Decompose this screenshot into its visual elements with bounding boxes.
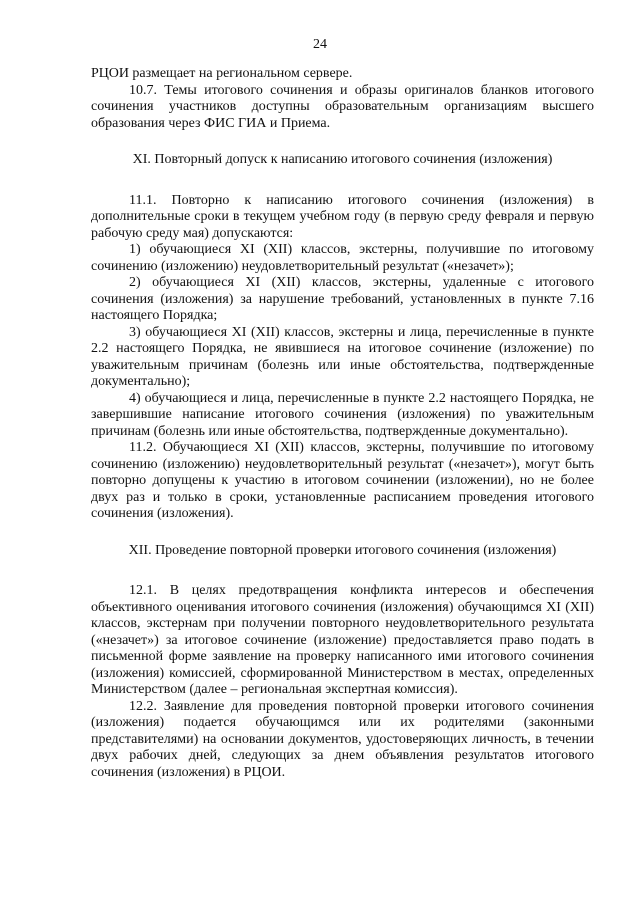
paragraph-11-2: 11.2. Обучающиеся XI (XII) классов, экстерны, получившие по итоговому сочинению (изложению) неудовлетворительный результат («незачет»), могут быть повторно допущены к участию в итоговом сочинении (изложении), но не более двух раз и только в сроки, установленные расписанием проведения итогового сочинения (изложения). — [91, 440, 594, 521]
paragraph-11-1: 11.1. Повторно к написанию итогового сочинения (изложения) в дополнительные сроки в текущем учебном году (в первую среду февраля и первую рабочую среду мая) допускаются: — [91, 192, 594, 241]
page-content — [91, 66, 594, 781]
paragraph-10-7: 10.7. Темы итогового сочинения и образы оригиналов бланков итогового сочинения участников доступны образовательным организациям высшего образования через ФИС ГИА и Приема. — [91, 82, 594, 131]
section-11-heading-wrap — [91, 152, 594, 169]
list-item-11-1-2: 2) обучающиеся XI (XII) классов, экстерны, удаленные с итогового сочинения (изложения) за нарушение требований, установленных в пункте 7.16 настоящего Порядка; — [91, 275, 594, 323]
section-12-heading-wrap — [91, 543, 594, 560]
section-12-heading: XII. Проведение повторной проверки итогового сочинения (изложения) — [128, 542, 557, 558]
list-item-11-1-3: 3) обучающиеся XI (XII) классов, экстерны и лица, перечисленные в пункте 2.2 настоящего Порядка, не явившиеся на итоговое сочинение (изложение) по уважительным причинам (болезнь или иные обстоятельства, подтвержденные документально); — [91, 324, 594, 389]
paragraph-12-1: 12.1. В целях предотвращения конфликта интересов и обеспечения объективного оценивания итогового сочинения (изложения) обучающимся XI (XII) классов, экстернам при получении повторного неудовлетворительного результата («незачет») за итоговое сочинение (изложение) предоставляется право подать в письменной форме заявление на проверку написанного ими итогового сочинения (изложения) комиссией, сформированной Министерством в местах, определенных Министерством (далее – региональная экспертная комиссия). — [91, 583, 594, 697]
page-number: 24 — [313, 37, 327, 52]
list-item-11-1-4: 4) обучающиеся и лица, перечисленные в пункте 2.2 настоящего Порядка, не завершившие написание итогового сочинения (изложения) по уважительным причинам (болезнь или иные обстоятельства, подтвержденные документально). — [91, 390, 594, 439]
paragraph-12-2: 12.2. Заявление для проведения повторной проверки итогового сочинения (изложения) подается обучающимся или их родителями (законными представителями) на основании документов, удостоверяющих личность, в течении двух рабочих дней, следующих за днем объявления результатов итогового сочинения (изложения) в РЦОИ. — [91, 698, 594, 780]
list-item-11-1-1: 1) обучающиеся XI (XII) классов, экстерны, получившие по итоговому сочинению (изложению) неудовлетворительный результат («незачет»); — [91, 242, 594, 274]
section-11-heading: XI. Повторный допуск к написанию итогового сочинения (изложения) — [132, 152, 553, 167]
paragraph-continuation: РЦОИ размещает на региональном сервере. — [91, 66, 353, 81]
